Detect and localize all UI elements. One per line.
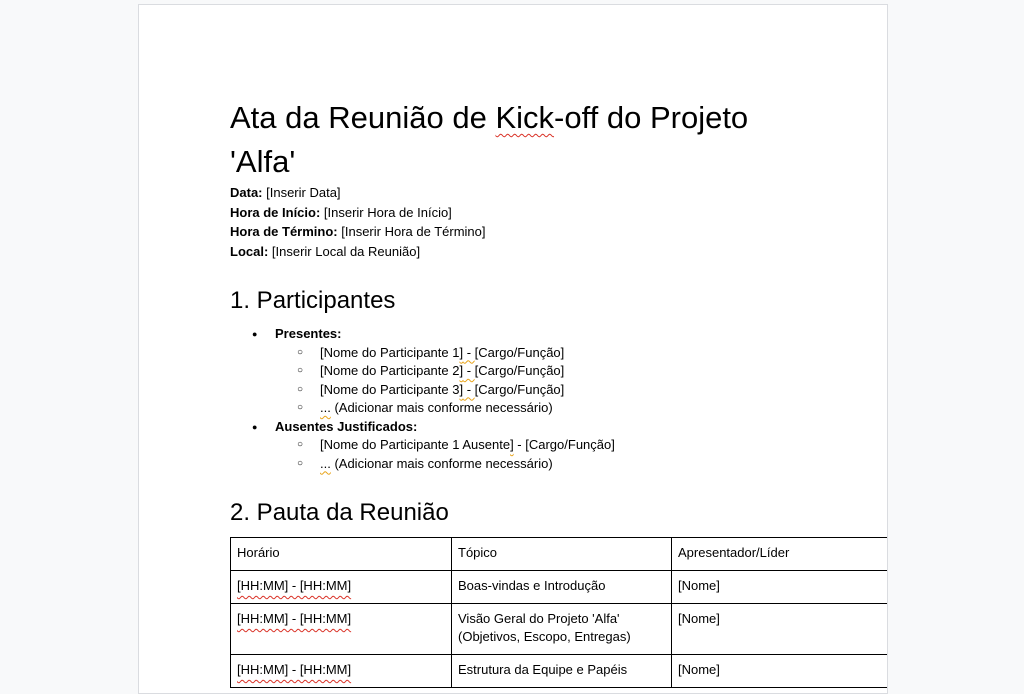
meta-date: Data: [Inserir Data] bbox=[230, 185, 341, 200]
table-cell-time: [HH:MM] - [HH:MM] bbox=[231, 571, 452, 604]
participants-list bbox=[230, 325, 615, 473]
table-header-row bbox=[231, 538, 889, 571]
table-cell-topic: Visão Geral do Projeto 'Alfa' (Objetivos, Escopo, Entregas) bbox=[452, 604, 672, 655]
list-item-ausentes: ● Ausentes Justificados: bbox=[230, 418, 615, 437]
table-header-cell: Apresentador/Líder bbox=[672, 538, 889, 571]
section-heading-agenda: 2. Pauta da Reunião bbox=[230, 499, 449, 526]
spellcheck-word[interactable]: Kick bbox=[495, 100, 555, 135]
list-item: ○ [Nome do Participante 2] - [Cargo/Função] bbox=[230, 362, 615, 381]
list-item-presentes: ● Presentes: bbox=[230, 325, 615, 344]
section-heading-participants: 1. Participantes bbox=[230, 287, 396, 314]
list-item: ○ [Nome do Participante 1 Ausente] - [Cargo/Função] bbox=[230, 436, 615, 455]
meta-location: Local: [Inserir Local da Reunião] bbox=[230, 243, 421, 259]
list-item: ○ ... (Adicionar mais conforme necessário) bbox=[230, 399, 615, 418]
table-header-cell: Tópico bbox=[452, 538, 672, 571]
table-cell-lead: [Nome] bbox=[672, 604, 889, 655]
table-cell-time: [HH:MM] - [HH:MM] bbox=[231, 604, 452, 655]
document-page[interactable] bbox=[138, 4, 888, 694]
document-title: Ata da Reunião de Kick-off do Projeto 'Alfa' bbox=[230, 100, 749, 179]
list-item: ○ [Nome do Participante 1] - [Cargo/Função] bbox=[230, 344, 615, 363]
table-cell-topic: Boas-vindas e Introdução bbox=[452, 571, 672, 604]
meeting-info bbox=[230, 183, 486, 261]
list-item: ○ ... (Adicionar mais conforme necessário) bbox=[230, 455, 615, 474]
table-cell-lead: [Nome] bbox=[672, 655, 889, 688]
table-row bbox=[231, 571, 889, 604]
table-cell-time: [HH:MM] - [HH:MM] bbox=[231, 655, 452, 688]
meta-end-time: Hora de Término: [Inserir Hora de Término] bbox=[230, 224, 486, 239]
table-cell-lead: [Nome] bbox=[672, 571, 889, 604]
table-header-cell: Horário bbox=[231, 538, 452, 571]
table-row bbox=[231, 604, 889, 655]
table-cell-topic: Estrutura da Equipe e Papéis bbox=[452, 655, 672, 688]
meta-start-time: Hora de Início: [Inserir Hora de Início] bbox=[230, 204, 452, 220]
agenda-table bbox=[230, 537, 888, 688]
list-item: ○ [Nome do Participante 3] - [Cargo/Função] bbox=[230, 381, 615, 400]
